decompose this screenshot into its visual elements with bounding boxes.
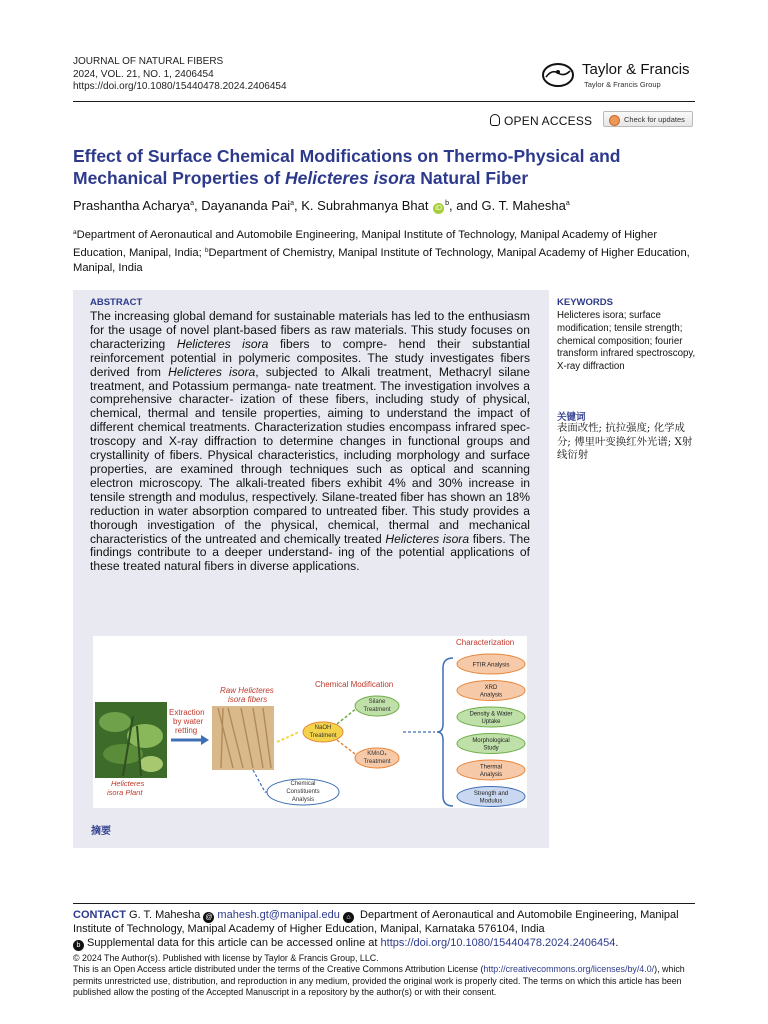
characterization-label: Thermal: [479, 764, 503, 771]
contact-address: Department of Aeronautical and Automobile Engineering, Manipal Institute of Technology, Manipal Academy of Higher Education, Manipal, Karnataka 576104, India: [73, 909, 679, 935]
kmno4-label: Treatment: [363, 759, 391, 765]
characterization-label: Uptake: [481, 719, 501, 725]
supplemental-icon: b: [73, 940, 84, 951]
author-separator: , and: [449, 198, 482, 213]
characterization-label: FTIR Analysis: [472, 662, 510, 669]
check-updates-label: Check for updates: [624, 115, 685, 124]
supplemental-text: Supplemental data for this article can be accessed online at: [87, 936, 381, 949]
crossmark-icon: [609, 115, 620, 126]
constituents-label: Chemical: [290, 781, 316, 787]
kmno4-label: KMnO₄: [367, 751, 387, 757]
affil-mark: a: [565, 200, 570, 207]
license-text: [73, 964, 698, 998]
open-lock-icon: [490, 114, 500, 126]
contact-email-link[interactable]: mahesh.gt@manipal.edu: [217, 909, 340, 921]
supplemental-link[interactable]: https://doi.org/10.1080/15440478.2024.2406454: [380, 936, 616, 949]
bracket: [437, 658, 453, 806]
characterization-label: Analysis: [479, 692, 503, 699]
author-separator: ,: [294, 198, 302, 213]
publisher-group: Taylor & Francis Group: [584, 80, 661, 89]
affiliation-a: Department of Aeronautical and Automobile Engineering, Manipal Institute of Technology, Manipal Academy of Higher Education, Manipal, India;: [73, 229, 658, 259]
naoh-label: NaOH: [314, 725, 332, 731]
keywords-zh-text: 表面改性; 抗拉强度; 化学成分; 傅里叶变换红外光谱; X射线衍射: [557, 422, 693, 461]
constituents-label: Analysis: [291, 797, 315, 803]
extraction-label: Extraction: [169, 708, 205, 717]
title-italic: Helicteres isora: [285, 168, 416, 188]
affil-mark: a: [290, 200, 295, 207]
characterization-label: Morphological: [472, 738, 510, 744]
publisher-name: Taylor & Francis: [582, 61, 690, 78]
abstract-seg: fibers. The findings contribute to a deeper understand- ing of the potential applications of these treated natural fibers in diverse applications.: [90, 531, 530, 574]
keywords-text: Helicteres isora; surface modification; tensile strength; chemical composition; fourier transform infrared spectroscopy, X-ray diffraction: [557, 310, 696, 373]
license-seg: ), which permits unrestricted use, distribution, and reproduction in any medium, provided the original work is properly cited. The terms on which this article has been published allow the posting of the Accepted Manuscript in a repository by the author(s) or with their consent.: [73, 964, 685, 997]
title-part2: Natural Fiber: [415, 168, 529, 188]
author-name[interactable]: Dayananda Pai: [201, 198, 291, 213]
keywords-heading: KEYWORDS: [557, 297, 613, 308]
naoh-label: Treatment: [309, 733, 337, 739]
plant-label: isora Plant: [107, 788, 143, 797]
author-name[interactable]: Prashantha Acharya: [73, 198, 191, 213]
abstract-seg: The increasing global demand for sustainable materials has led to the enthusiasm for the usage of novel plant-based fibers as raw materials. This study focuses on characterizing: [90, 309, 530, 351]
title-part1: Effect of Surface Chemical Modifications on Thermo-Physical and Mechanical Properties of: [73, 146, 621, 188]
affil-mark: b: [204, 247, 209, 254]
abstract-heading: ABSTRACT: [90, 297, 143, 308]
characterization-label: Modulus: [479, 798, 503, 805]
copyright-block: [73, 953, 698, 998]
affil-mark: b: [445, 200, 449, 207]
open-access-label: OPEN ACCESS: [504, 114, 593, 128]
journal-name: JOURNAL OF NATURAL FIBERS: [73, 56, 224, 67]
extraction-label: by water: [173, 717, 204, 726]
journal-volume: 2024, VOL. 21, NO. 1, 2406454: [73, 68, 214, 80]
abstract-seg: fibers to compre- hend their substantial reinforcement potential in polymeric composites. The study investigates fibers derived from: [90, 336, 530, 379]
characterization-label: Strength and: [473, 791, 509, 797]
author-separator: ,: [193, 198, 202, 213]
keywords-zh-heading: 关键词: [557, 412, 586, 423]
address-icon: ⌂: [343, 912, 354, 923]
open-access-badge: [490, 114, 592, 128]
characterization-items: [457, 654, 525, 807]
check-for-updates-button[interactable]: [603, 111, 693, 127]
orcid-icon[interactable]: iD: [433, 203, 444, 214]
article-title: [73, 145, 703, 189]
characterization-label: Density & Water: [469, 711, 513, 718]
abstract-seg: , subjected to Alkali treatment, Methacryl silane treatment, and Potassium permanga- nate treatment. The investigation involves a comprehensive character- ization of these fibers, including study of physical, chemical, thermal and tensile properties, aiming to understand the impact of different chemical treatments. Characterization studies encompass infrared spec- troscopy and X-ray diffraction to determine changes in functional groups and crystallinity of fibers. Physical characteristics, including morphology and surface properties, are examined through techniques such as optical and scanning electron microscopy. The alkali-treated fibers exhibit 4% and 30% increase in tensile strength and modulus, respectively. Silane-treated fiber has shown an 18% reduction in water absorption compared to untreated fiber. This study provides a thorough investigation of the physical, chemical, thermal and mechanical characteristics of the untreated and chemically treated: [90, 364, 531, 546]
affiliations: [73, 225, 698, 276]
silane-label: Silane: [368, 699, 386, 705]
affiliation-b: Department of Chemistry, Manipal Institute of Technology, Manipal Academy of Higher Education, Manipal, India: [73, 247, 690, 274]
journal-doi[interactable]: https://doi.org/10.1080/15440478.2024.2406454: [73, 81, 287, 92]
abstract-italic: Helicteres isora: [385, 531, 470, 546]
affil-mark: a: [73, 229, 77, 236]
copyright-line: © 2024 The Author(s). Published with license by Taylor & Francis Group, LLC.: [73, 953, 379, 963]
license-link[interactable]: http://creativecommons.org/licenses/by/4.0/: [483, 964, 655, 975]
abstract-italic: Helicteres isora: [176, 336, 269, 351]
email-icon: @: [205, 914, 213, 921]
graphical-abstract-figure: [93, 636, 527, 808]
characterization-label: Study: [483, 745, 499, 752]
journal-info: [73, 56, 287, 94]
contact-rule: [73, 903, 695, 904]
plant-label: Helicteres: [111, 779, 145, 788]
constituents-label: Constituents: [286, 789, 320, 795]
license-seg: This is an Open Access article distributed under the terms of the Creative Commons Attribution License (: [73, 964, 484, 975]
raw-fibers-label: Raw Helicteres: [220, 686, 274, 695]
silane-label: Treatment: [363, 707, 391, 713]
contact-label: CONTACT: [73, 909, 126, 921]
taylor-francis-logo-icon: [540, 60, 578, 90]
header-rule: [73, 101, 695, 102]
contact-name: G. T. Mahesha: [125, 909, 204, 921]
abstract-italic: Helicteres isora: [168, 364, 256, 379]
author-name[interactable]: G. T. Mahesha: [481, 198, 566, 213]
abstract-text: [90, 310, 530, 574]
graphical-abstract: [93, 636, 527, 808]
chem-mod-label: Chemical Modification: [315, 680, 394, 689]
characterization-label: XRD: [484, 685, 498, 691]
author-list: [73, 198, 570, 214]
contact-block: [73, 909, 698, 951]
affil-mark: a: [190, 200, 194, 207]
extraction-label: retting: [175, 726, 198, 735]
raw-fibers-label: isora fibers: [228, 695, 268, 704]
supplemental-end: .: [615, 936, 619, 949]
zh-abstract-label[interactable]: 摘要: [91, 826, 111, 837]
characterization-label: Analysis: [479, 772, 503, 778]
author-name[interactable]: K. Subrahmanya Bhat: [301, 198, 429, 213]
characterization-label: Characterization: [456, 638, 515, 647]
